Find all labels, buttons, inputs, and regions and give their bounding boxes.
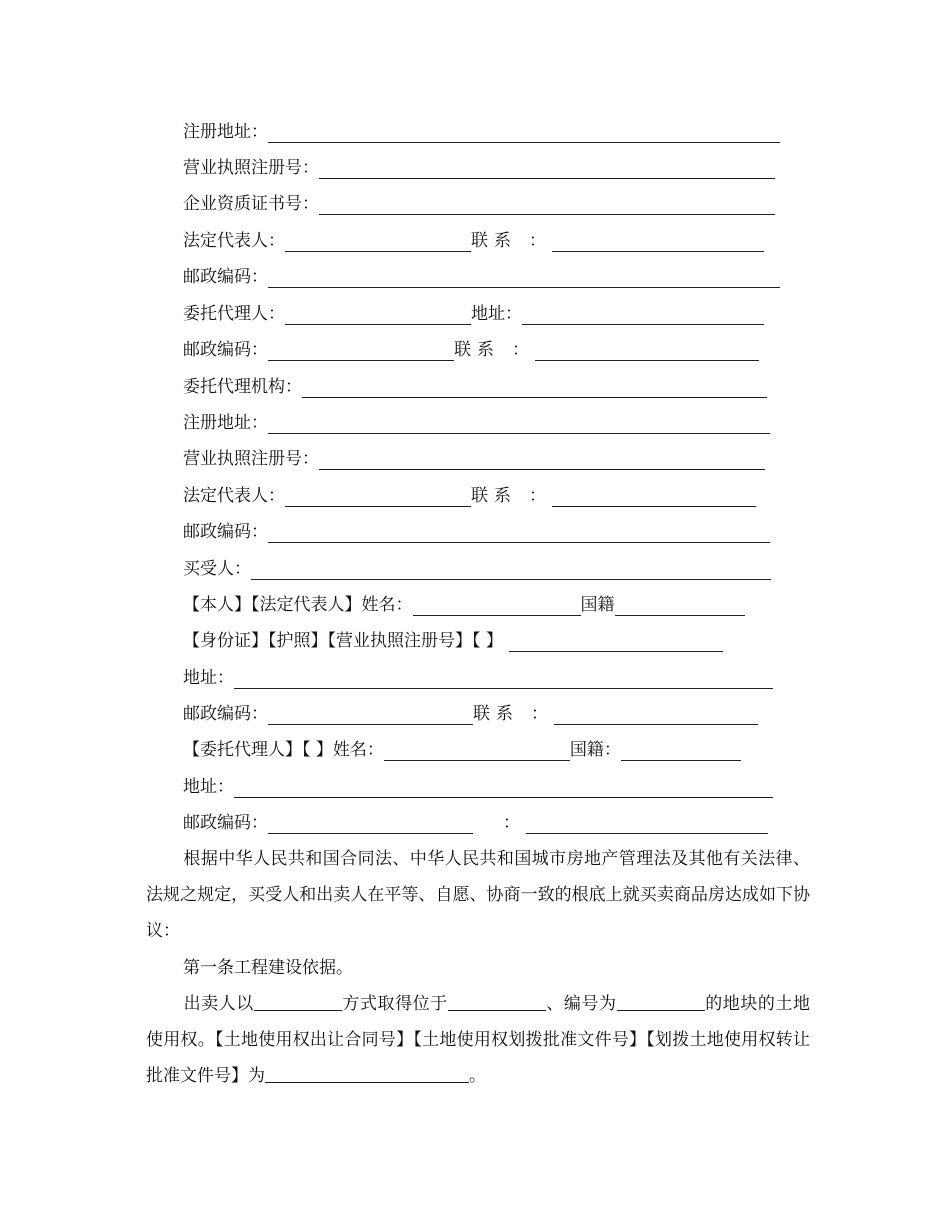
field-label: 委托代理人：	[183, 304, 285, 324]
blank-line[interactable]	[302, 379, 767, 398]
blank-line[interactable]	[268, 524, 770, 543]
paragraph-text: 出卖人以	[183, 994, 254, 1014]
field-label: 联系	[473, 704, 519, 724]
paragraph-text: 根据中华人民共和国合同法、中华人民共和国城市房地产管理法及其他有关法律、法规之规定，买受人和出卖人在平等、自愿、协商一致的根底上就买卖商品房达成如下协议：	[146, 849, 810, 941]
field-label: 【委托代理人】【 】姓名：	[183, 740, 384, 760]
blank-line[interactable]	[285, 233, 471, 252]
paragraph-text: 。	[469, 1066, 486, 1086]
blank-line[interactable]	[522, 306, 764, 325]
field-label: 法定代表人：	[183, 231, 285, 251]
field-label: 邮政编码：	[183, 704, 268, 724]
blank-line[interactable]	[265, 1064, 469, 1083]
field-label: 委托代理机构：	[183, 377, 302, 397]
field-label: 邮政编码：	[183, 522, 268, 542]
article-one-heading	[146, 950, 810, 986]
field-buyer	[183, 550, 771, 580]
field-label: 企业资质证书号：	[183, 194, 319, 214]
blank-line[interactable]	[251, 561, 771, 580]
field-label: 注册地址：	[183, 122, 268, 142]
field-agency-address	[183, 404, 770, 434]
field-buyer-address	[183, 659, 773, 689]
blank-line[interactable]	[384, 742, 570, 761]
blank-line[interactable]	[509, 633, 723, 652]
blank-line[interactable]	[285, 488, 471, 507]
field-label: 国籍：	[569, 740, 621, 760]
article-one-body	[146, 986, 810, 1094]
blank-line[interactable]	[234, 670, 773, 689]
field-label: ：	[529, 486, 546, 506]
field-label: 地址：	[471, 304, 522, 324]
field-buyer-agent	[183, 731, 741, 761]
field-label: ：	[529, 231, 546, 251]
blank-line[interactable]	[615, 597, 745, 616]
blank-line[interactable]	[554, 706, 758, 725]
blank-line[interactable]	[268, 815, 473, 834]
field-agency	[183, 368, 767, 398]
field-label: 地址：	[183, 777, 234, 797]
field-buyer-postal	[183, 695, 758, 725]
field-label: 【本人】【法定代表人】姓名：	[183, 595, 413, 615]
field-buyer-agent-address	[183, 768, 773, 798]
blank-line[interactable]	[526, 815, 768, 834]
field-label: 联系	[454, 340, 500, 360]
field-postal-code	[183, 258, 780, 288]
field-qualification-cert	[183, 185, 775, 215]
paragraph-text: 方式取得位于	[341, 994, 448, 1014]
blank-line[interactable]	[535, 342, 759, 361]
field-label: 买受人：	[183, 559, 251, 579]
field-label: ：	[503, 813, 520, 833]
field-agent	[183, 295, 764, 325]
field-label: 国籍	[580, 595, 615, 615]
blank-line[interactable]	[617, 992, 705, 1011]
field-agent-postal	[183, 331, 759, 361]
field-legal-rep	[183, 222, 764, 252]
field-agency-postal	[183, 513, 770, 543]
field-business-license	[183, 149, 775, 179]
field-label: 地址：	[183, 668, 234, 688]
blank-line[interactable]	[268, 415, 770, 434]
field-label: 营业执照注册号：	[183, 158, 319, 178]
paragraph-text: 的地块的土地使用权。【土地使用权出让合同号】【土地使用权划拨批准文件号】【划拨土地使用权转让批准文件号】为	[146, 994, 811, 1086]
blank-line[interactable]	[268, 269, 780, 288]
field-label: 法定代表人：	[183, 486, 285, 506]
blank-line[interactable]	[268, 706, 473, 725]
paragraph-text: 第一条工程建设依据。	[183, 958, 353, 978]
field-agency-license	[183, 440, 765, 470]
field-buyer-agent-postal	[183, 804, 768, 834]
blank-line[interactable]	[413, 597, 581, 616]
field-label: 邮政编码：	[183, 813, 268, 833]
field-label: 联系	[471, 231, 517, 251]
field-label: 邮政编码：	[183, 340, 268, 360]
blank-line[interactable]	[319, 160, 775, 179]
field-agency-legal-rep	[183, 477, 756, 507]
agreement-preamble	[146, 841, 810, 949]
blank-line[interactable]	[254, 992, 342, 1011]
blank-line[interactable]	[285, 306, 471, 325]
field-label: 营业执照注册号：	[183, 449, 319, 469]
field-label: 【身份证】【护照】【营业执照注册号】【 】	[183, 631, 503, 651]
blank-line[interactable]	[268, 124, 780, 143]
field-label: ：	[512, 340, 529, 360]
blank-line[interactable]	[319, 196, 775, 215]
blank-line[interactable]	[234, 779, 773, 798]
blank-line[interactable]	[552, 233, 764, 252]
field-registered-address	[183, 113, 780, 143]
field-label: 邮政编码：	[183, 267, 268, 287]
field-buyer-id	[183, 622, 723, 652]
blank-line[interactable]	[448, 992, 546, 1011]
paragraph-text: 、编号为	[545, 994, 617, 1014]
blank-line[interactable]	[552, 488, 756, 507]
blank-line[interactable]	[621, 742, 741, 761]
field-buyer-name	[183, 586, 745, 616]
field-label: ：	[531, 704, 548, 724]
field-label: 注册地址：	[183, 413, 268, 433]
blank-line[interactable]	[268, 342, 454, 361]
blank-line[interactable]	[319, 451, 765, 470]
field-label: 联系	[471, 486, 517, 506]
